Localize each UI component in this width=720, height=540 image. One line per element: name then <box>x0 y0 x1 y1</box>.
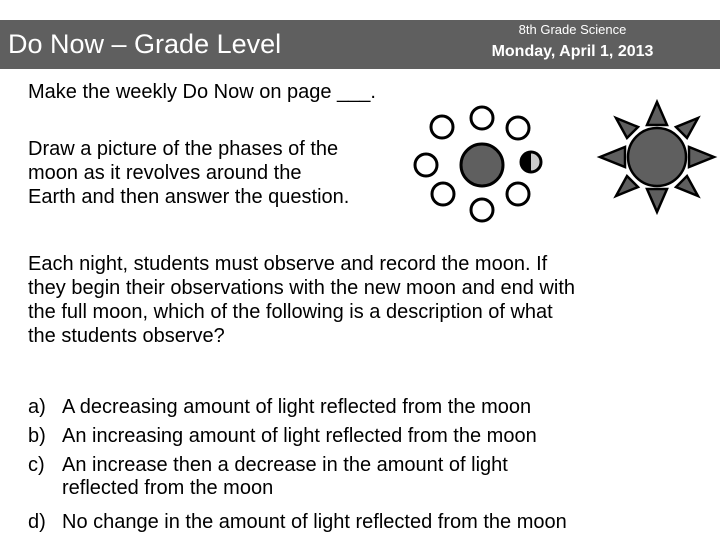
prompt-line: Draw a picture of the phases of the <box>28 138 339 160</box>
instruction: Make the weekly Do Now on page ___. <box>28 81 376 103</box>
option-c: c) An increase then a decrease in the amount of light reflected from the moon <box>28 454 508 499</box>
moon-icon <box>415 154 437 176</box>
prompt-line: Earth and then answer the question. <box>28 186 350 208</box>
question: Each night, students must observe and record the moon. If they begin their observations with the new moon and end with the full moon, which of the following is a description of what the students observe? <box>28 253 576 347</box>
option-b: b) An increasing amount of light reflected from the moon <box>28 425 537 447</box>
moon-icon <box>431 116 453 138</box>
prompt-line: moon as it revolves around the <box>28 162 302 184</box>
course-subtitle: 8th Grade Science <box>518 22 627 37</box>
sun-icon <box>600 102 714 212</box>
option-d: d) No change in the amount of light reflected from the moon <box>28 511 567 533</box>
moon-icon <box>507 117 529 139</box>
option-a: a) A decreasing amount of light reflected from the moon <box>28 396 532 418</box>
moon-icon <box>432 183 454 205</box>
moon-icon <box>471 199 493 221</box>
moon-icon <box>471 107 493 129</box>
moon-icon <box>507 183 529 205</box>
earth-icon <box>461 144 503 186</box>
slide-title: Do Now – Grade Level <box>8 29 282 59</box>
date: Monday, April 1, 2013 <box>491 43 654 60</box>
